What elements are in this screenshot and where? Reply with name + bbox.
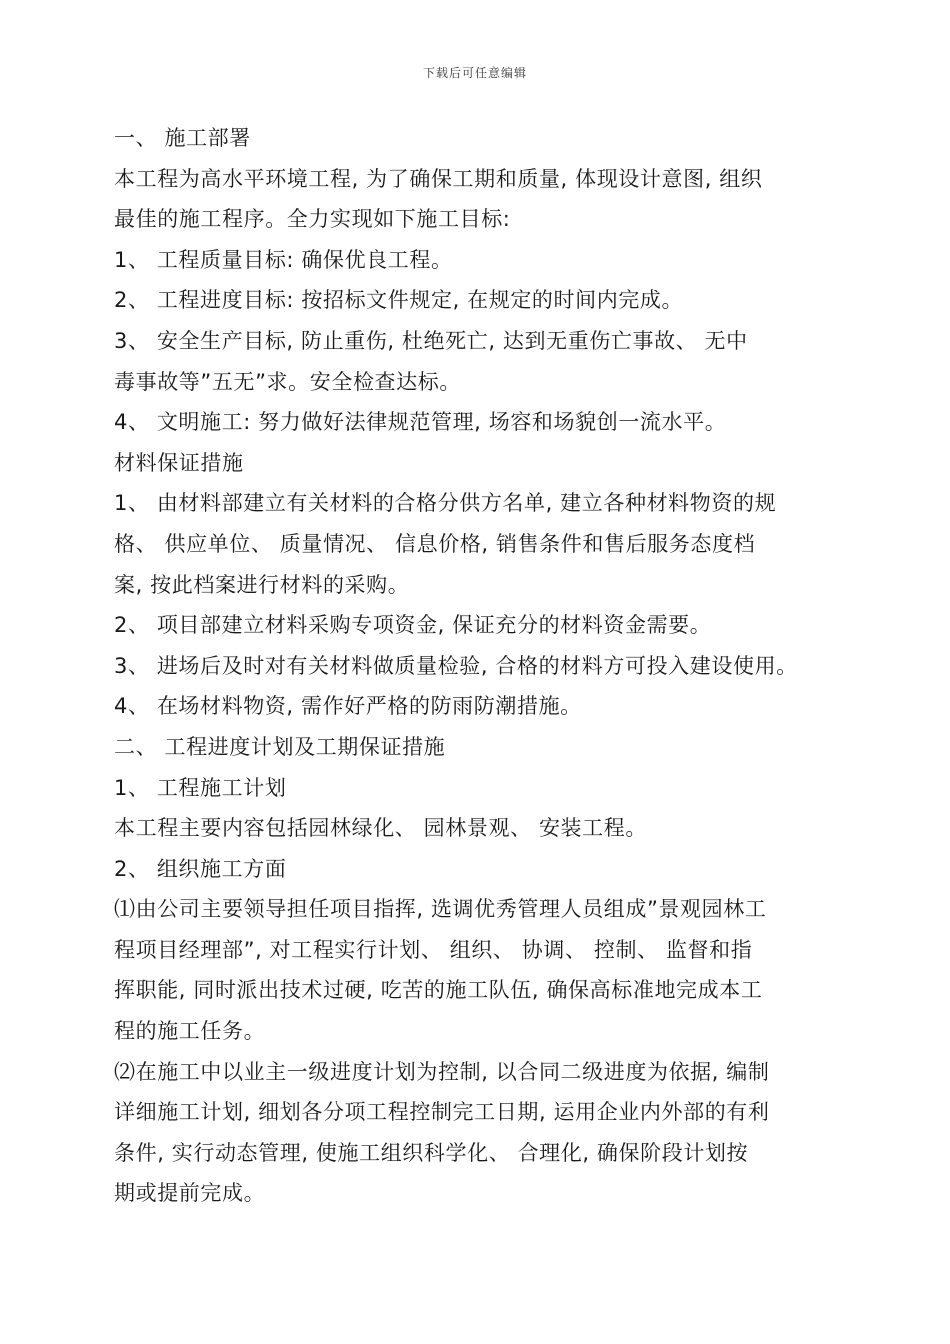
section-heading-construction-deployment: 一、 施工部署 (114, 126, 251, 150)
list-item-quality-target: 1、 工程质量目标: 确保优良工程。 (114, 247, 453, 272)
list-item-progress-control: ⑵在施工中以业主一级进度计划为控制, 以合同二级进度为依据, 编制 (114, 1059, 770, 1084)
list-item-project-command: ⑴由公司主要领导担任项目指挥, 选调优秀管理人员组成”景观园林工 (114, 897, 767, 922)
paragraph-line: 最佳的施工程序。全力实现如下施工目标: (114, 207, 511, 232)
paragraph-line: 案, 按此档案进行材料的采购。 (114, 572, 410, 597)
document-body (114, 118, 854, 1214)
paragraph-line: 格、 供应单位、 质量情况、 信息价格, 销售条件和售后服务态度档 (114, 531, 756, 556)
list-item-supplier-list: 1、 由材料部建立有关材料的合格分供方名单, 建立各种材料物资的规 (114, 491, 777, 516)
paragraph-line: 毒事故等”五无”求。安全检查达标。 (114, 369, 461, 394)
paragraph-line: 本工程主要内容包括园林绿化、 园林景观、 安装工程。 (114, 816, 647, 841)
list-item-civilized-construction: 4、 文明施工: 努力做好法律规范管理, 场容和场貌创一流水平。 (114, 410, 727, 435)
paragraph-line: 详细施工计划, 细划各分项工程控制完工日期, 运用企业内外部的有利 (114, 1100, 770, 1125)
paragraph-line: 程的施工任务。 (114, 1019, 266, 1044)
paragraph-line: 条件, 实行动态管理, 使施工组织科学化、 合理化, 确保阶段计划按 (114, 1140, 749, 1165)
header-note: 下载后可任意编辑 (422, 66, 527, 80)
subheading-construction-plan: 1、 工程施工计划 (114, 775, 287, 800)
list-item-moisture-protection: 4、 在场材料物资, 需作好严格的防雨防潮措施。 (114, 694, 582, 719)
paragraph-line: 程项目经理部”, 对工程实行计划、 组织、 协调、 控制、 监督和指 (114, 937, 753, 962)
paragraph-line: 挥职能, 同时派出技术过硬, 吃苦的施工队伍, 确保高标准地完成本工 (114, 978, 763, 1003)
list-item-procurement-fund: 2、 项目部建立材料采购专项资金, 保证充分的材料资金需要。 (114, 613, 712, 638)
paragraph-line: 期或提前完成。 (114, 1181, 266, 1206)
list-item-schedule-target: 2、 工程进度目标: 按招标文件规定, 在规定的时间内完成。 (114, 288, 684, 313)
list-item-quality-inspection: 3、 进场后及时对有关材料做质量检验, 合格的材料方可投入建设使用。 (114, 653, 798, 678)
subheading-organization: 2、 组织施工方面 (114, 856, 287, 881)
section-heading-schedule-plan: 二、 工程进度计划及工期保证措施 (114, 734, 446, 759)
list-item-safety-target: 3、 安全生产目标, 防止重伤, 杜绝死亡, 达到无重伤亡事故、 无中 (114, 328, 748, 353)
paragraph-line: 本工程为高水平环境工程, 为了确保工期和质量, 体现设计意图, 组织 (114, 166, 763, 191)
section-heading-material-guarantee: 材料保证措施 (114, 450, 244, 475)
